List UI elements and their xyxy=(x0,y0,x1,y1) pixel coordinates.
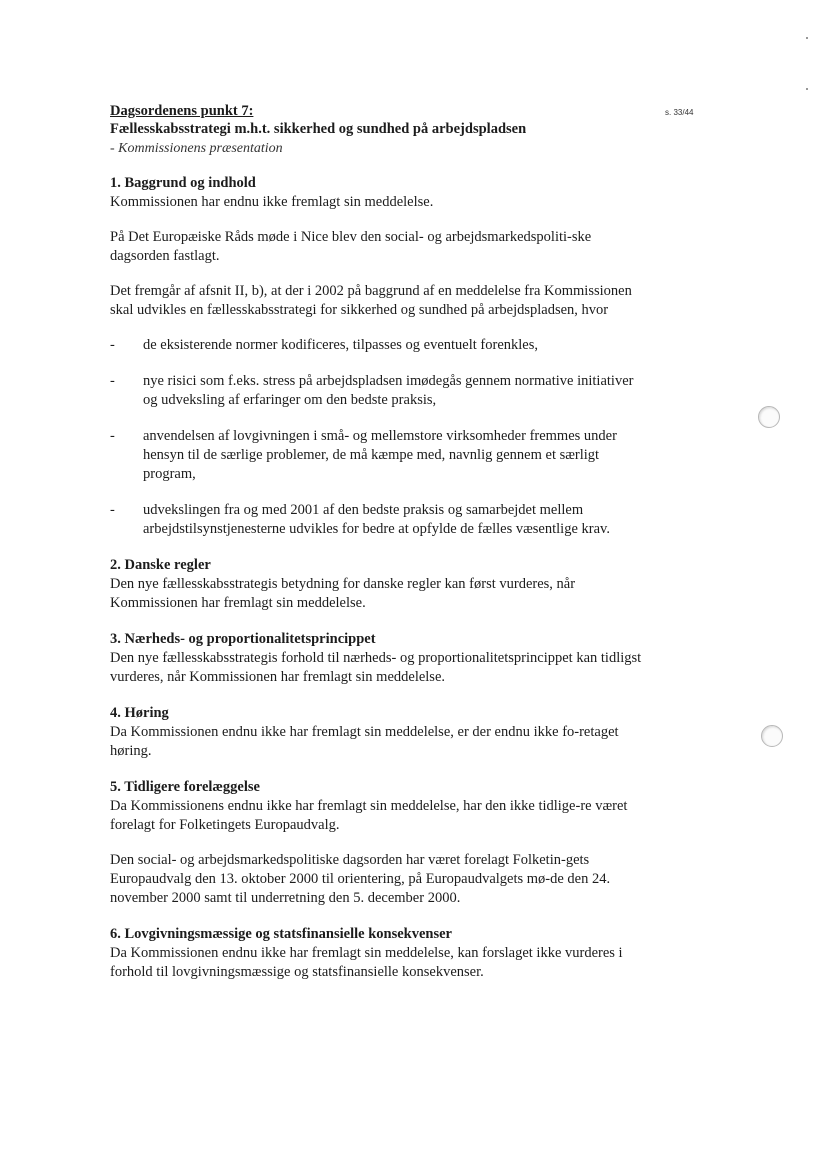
page-number: s. 33/44 xyxy=(665,108,694,117)
section-heading: 5. Tidligere forelæggelse xyxy=(110,779,260,795)
bullet-marker: - xyxy=(110,373,115,389)
section-heading: 2. Danske regler xyxy=(110,557,211,573)
bullet-list xyxy=(110,336,650,539)
paragraph: Da Kommissionen endnu ikke har fremlagt sin meddelelse, er der endnu ikke fo-retaget høring. xyxy=(110,724,619,759)
section-consultation xyxy=(110,704,650,761)
bullet-text: anvendelsen af lovgivningen i små- og mellemstore virksomheder fremmes under hensyn til de særlige problemer, de må kæmpe med, navnlig gennem et særligt program, xyxy=(143,428,617,482)
scan-speck xyxy=(806,37,808,39)
bullet-marker: - xyxy=(110,502,115,518)
agenda-point-heading: Dagsordenens punkt 7: xyxy=(110,103,254,119)
section-heading: 1. Baggrund og indhold xyxy=(110,175,256,191)
section-danish-rules xyxy=(110,556,650,613)
paragraph: Kommissionen har endnu ikke fremlagt sin meddelelse. xyxy=(110,194,434,210)
bullet-marker: - xyxy=(110,337,115,353)
paragraph: Den nye fællesskabsstrategis forhold til nærheds- og proportionalitetsprincippet kan tidligst vurderes, når Kommissionen har fremlagt sin meddelelse. xyxy=(110,650,642,685)
paragraph: På Det Europæiske Råds møde i Nice blev den social- og arbejdsmarkedspoliti-ske dagsorden fastlagt. xyxy=(110,229,592,264)
bullet-marker: - xyxy=(110,428,115,444)
bullet-item xyxy=(110,427,650,484)
bullet-item xyxy=(110,372,650,410)
section-subsidiarity xyxy=(110,630,650,687)
bullet-text: de eksisterende normer kodificeres, tilpasses og eventuelt forenkles, xyxy=(143,337,538,353)
section-heading: 4. Høring xyxy=(110,705,169,721)
section-heading: 6. Lovgivningsmæssige og statsfinansielle konsekvenser xyxy=(110,926,452,942)
scan-speck xyxy=(806,88,808,90)
section-consequences xyxy=(110,925,650,982)
bullet-text: udvekslingen fra og med 2001 af den bedste praksis og samarbejdet mellem arbejdstilsynstjenesterne udvikles for bedre at opfylde de fælles væsentlige krav. xyxy=(143,502,610,537)
paragraph: Da Kommissionen endnu ikke har fremlagt sin meddelelse, kan forslaget ikke vurderes i forhold til lovgivningsmæssige og statsfinansielle konsekvenser. xyxy=(110,945,623,980)
document-content xyxy=(110,102,650,999)
document-title: Fællesskabsstrategi m.h.t. sikkerhed og sundhed på arbejdspladsen xyxy=(110,121,527,137)
paragraph: Det fremgår af afsnit II, b), at der i 2002 på baggrund af en meddelelse fra Kommissionen skal udvikles en fællesskabsstrategi for sikkerhed og sundhed på arbejdspladsen, hvor xyxy=(110,283,632,318)
section-heading: 3. Nærheds- og proportionalitetsprincippet xyxy=(110,631,376,647)
bullet-item xyxy=(110,336,650,355)
document-subtitle: - Kommissionens præsentation xyxy=(110,141,283,156)
punch-hole-icon xyxy=(761,725,783,747)
punch-hole-icon xyxy=(758,406,780,428)
paragraph: Da Kommissionens endnu ikke har fremlagt sin meddelelse, har den ikke tidlige-re været forelagt for Folketingets Europaudvalg. xyxy=(110,798,628,833)
paragraph: Den social- og arbejdsmarkedspolitiske dagsorden har været forelagt Folketin-gets Europaudvalg den 13. oktober 2000 til orientering, på Europaudvalgets mø-de den 24. november 2000 samt til underretning den 5. december 2000. xyxy=(110,852,611,906)
bullet-item xyxy=(110,501,650,539)
section-previous-submission xyxy=(110,778,650,908)
section-background xyxy=(110,174,650,539)
bullet-text: nye risici som f.eks. stress på arbejdspladsen imødegås gennem normative initiativer og udveksling af erfaringer om den bedste praksis, xyxy=(143,373,634,408)
paragraph: Den nye fællesskabsstrategis betydning for danske regler kan først vurderes, når Kommissionen har fremlagt sin meddelelse. xyxy=(110,576,576,611)
